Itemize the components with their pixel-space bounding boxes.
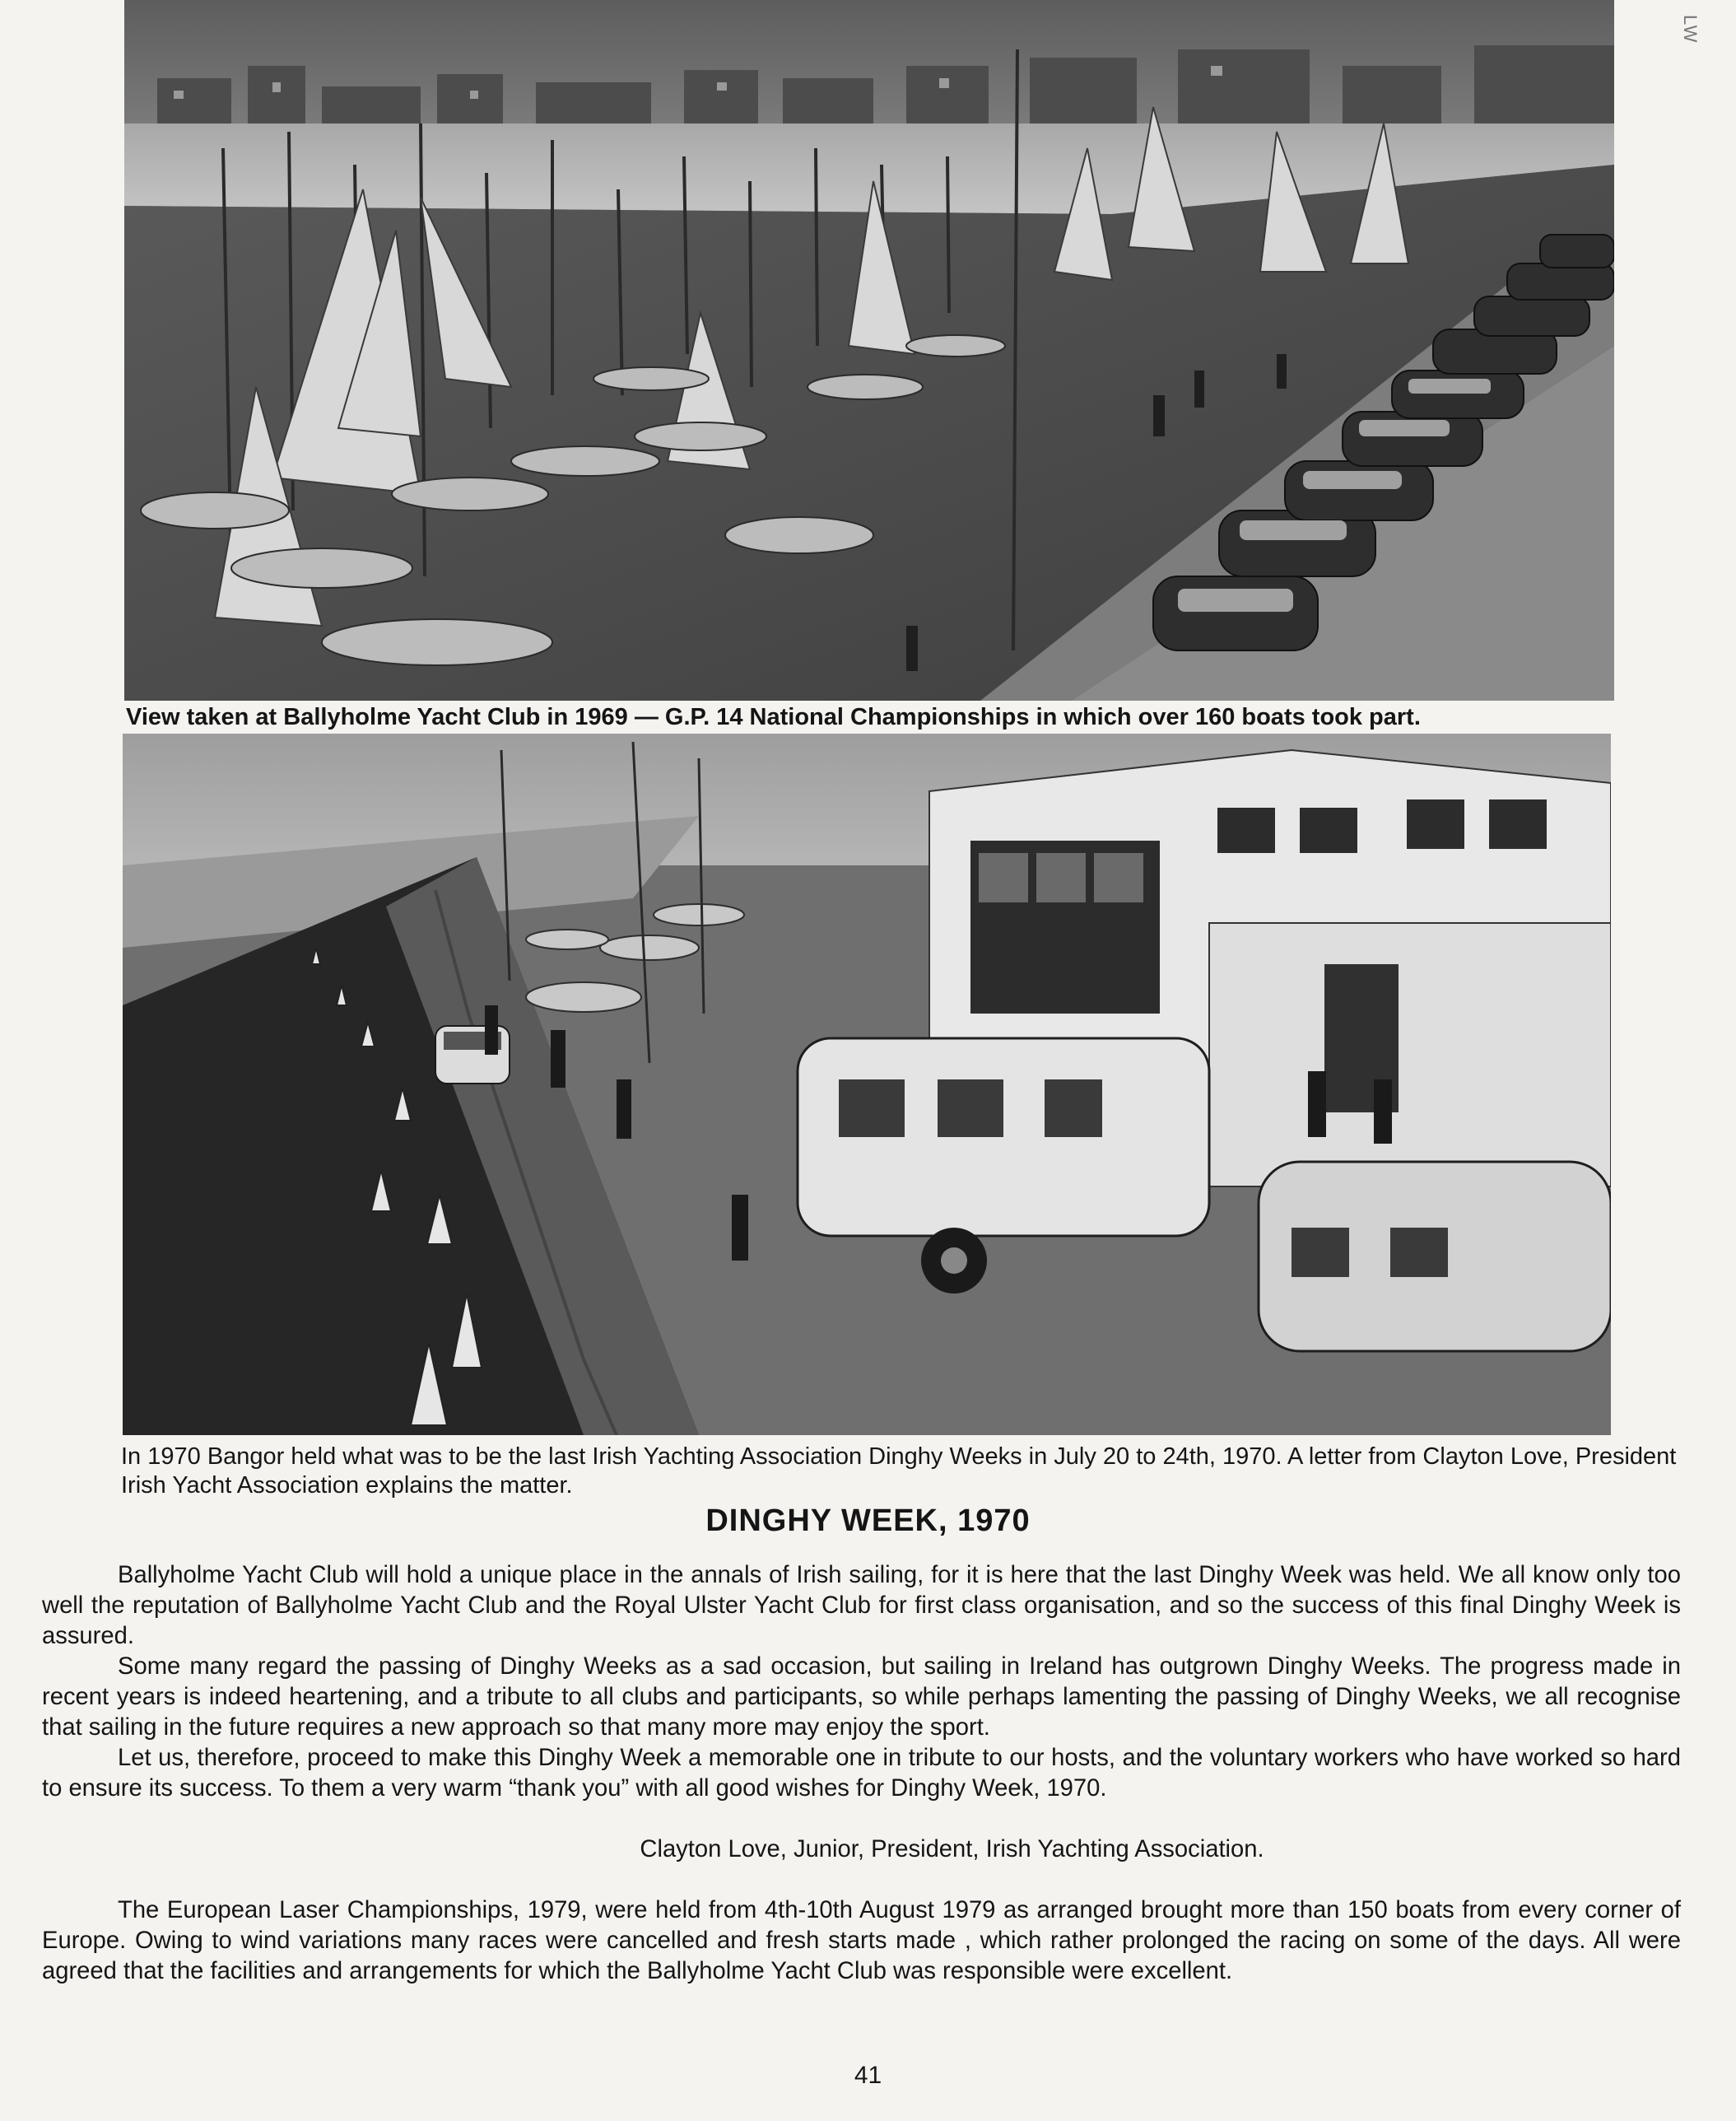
page-number: 41 <box>854 2062 882 2089</box>
photo-yacht-club-1969-image <box>124 0 1614 701</box>
photo-dinghy-week-1970-image <box>123 734 1611 1435</box>
paragraph: Let us, therefore, proceed to make this Dinghy Week a memorable one in tribute to our hosts, and the voluntary workers who have worked so hard to ensure its success. To them a very warm “thank you” with all good wishes for Dinghy Week, 1970. <box>42 1745 1681 1802</box>
spacer <box>42 1865 1681 1895</box>
spacer <box>42 1804 1681 1834</box>
article-body <box>42 1560 1681 1987</box>
paragraph: The European Laser Championships, 1979, were held from 4th-10th August 1979 as arranged brought more than 150 boats from every corner of Europe. Owing to wind variations many races were cancelled and fresh starts made , which rather prolonged the racing on some of the days. All were agreed that the facilities and arrangements for which the Ballyholme Yacht Club was responsible were excellent. <box>42 1897 1681 1984</box>
margin-tag: LW <box>1680 15 1701 44</box>
paragraph: Some many regard the passing of Dinghy Weeks as a sad occasion, but sailing in Ireland has outgrown Dinghy Weeks. The progress made in recent years is indeed heartening, and a tribute to all clubs and participants, so while perhaps lamenting the passing of Dinghy Weeks, we all recognise that sailing in the future requires a new approach so that many more may enjoy the sport. <box>42 1653 1681 1741</box>
photo-caption-top: View taken at Ballyholme Yacht Club in 1969 — G.P. 14 National Championships in which over 160 boats took part. <box>126 704 1421 730</box>
photo-yacht-club-1969 <box>124 0 1614 701</box>
photo-dinghy-week-1970 <box>123 734 1611 1435</box>
paragraph: Ballyholme Yacht Club will hold a unique place in the annals of Irish sailing, for it is here that the last Dinghy Week was held. We all know only too well the reputation of Ballyholme Yacht Club and the Royal Ulster Yacht Club for first class organisation, and so the success of this final Dinghy Week is assured. <box>42 1562 1681 1649</box>
article-heading: DINGHY WEEK, 1970 <box>705 1503 1031 1538</box>
signature-line: Clayton Love, Junior, President, Irish Yachting Association. <box>640 1836 1264 1862</box>
photo-caption-bottom: In 1970 Bangor held what was to be the last Irish Yachting Association Dinghy Weeks in July 20 to 24th, 1970. A letter from Clayton Love, President Irish Yacht Association explains the matter. <box>121 1443 1677 1499</box>
